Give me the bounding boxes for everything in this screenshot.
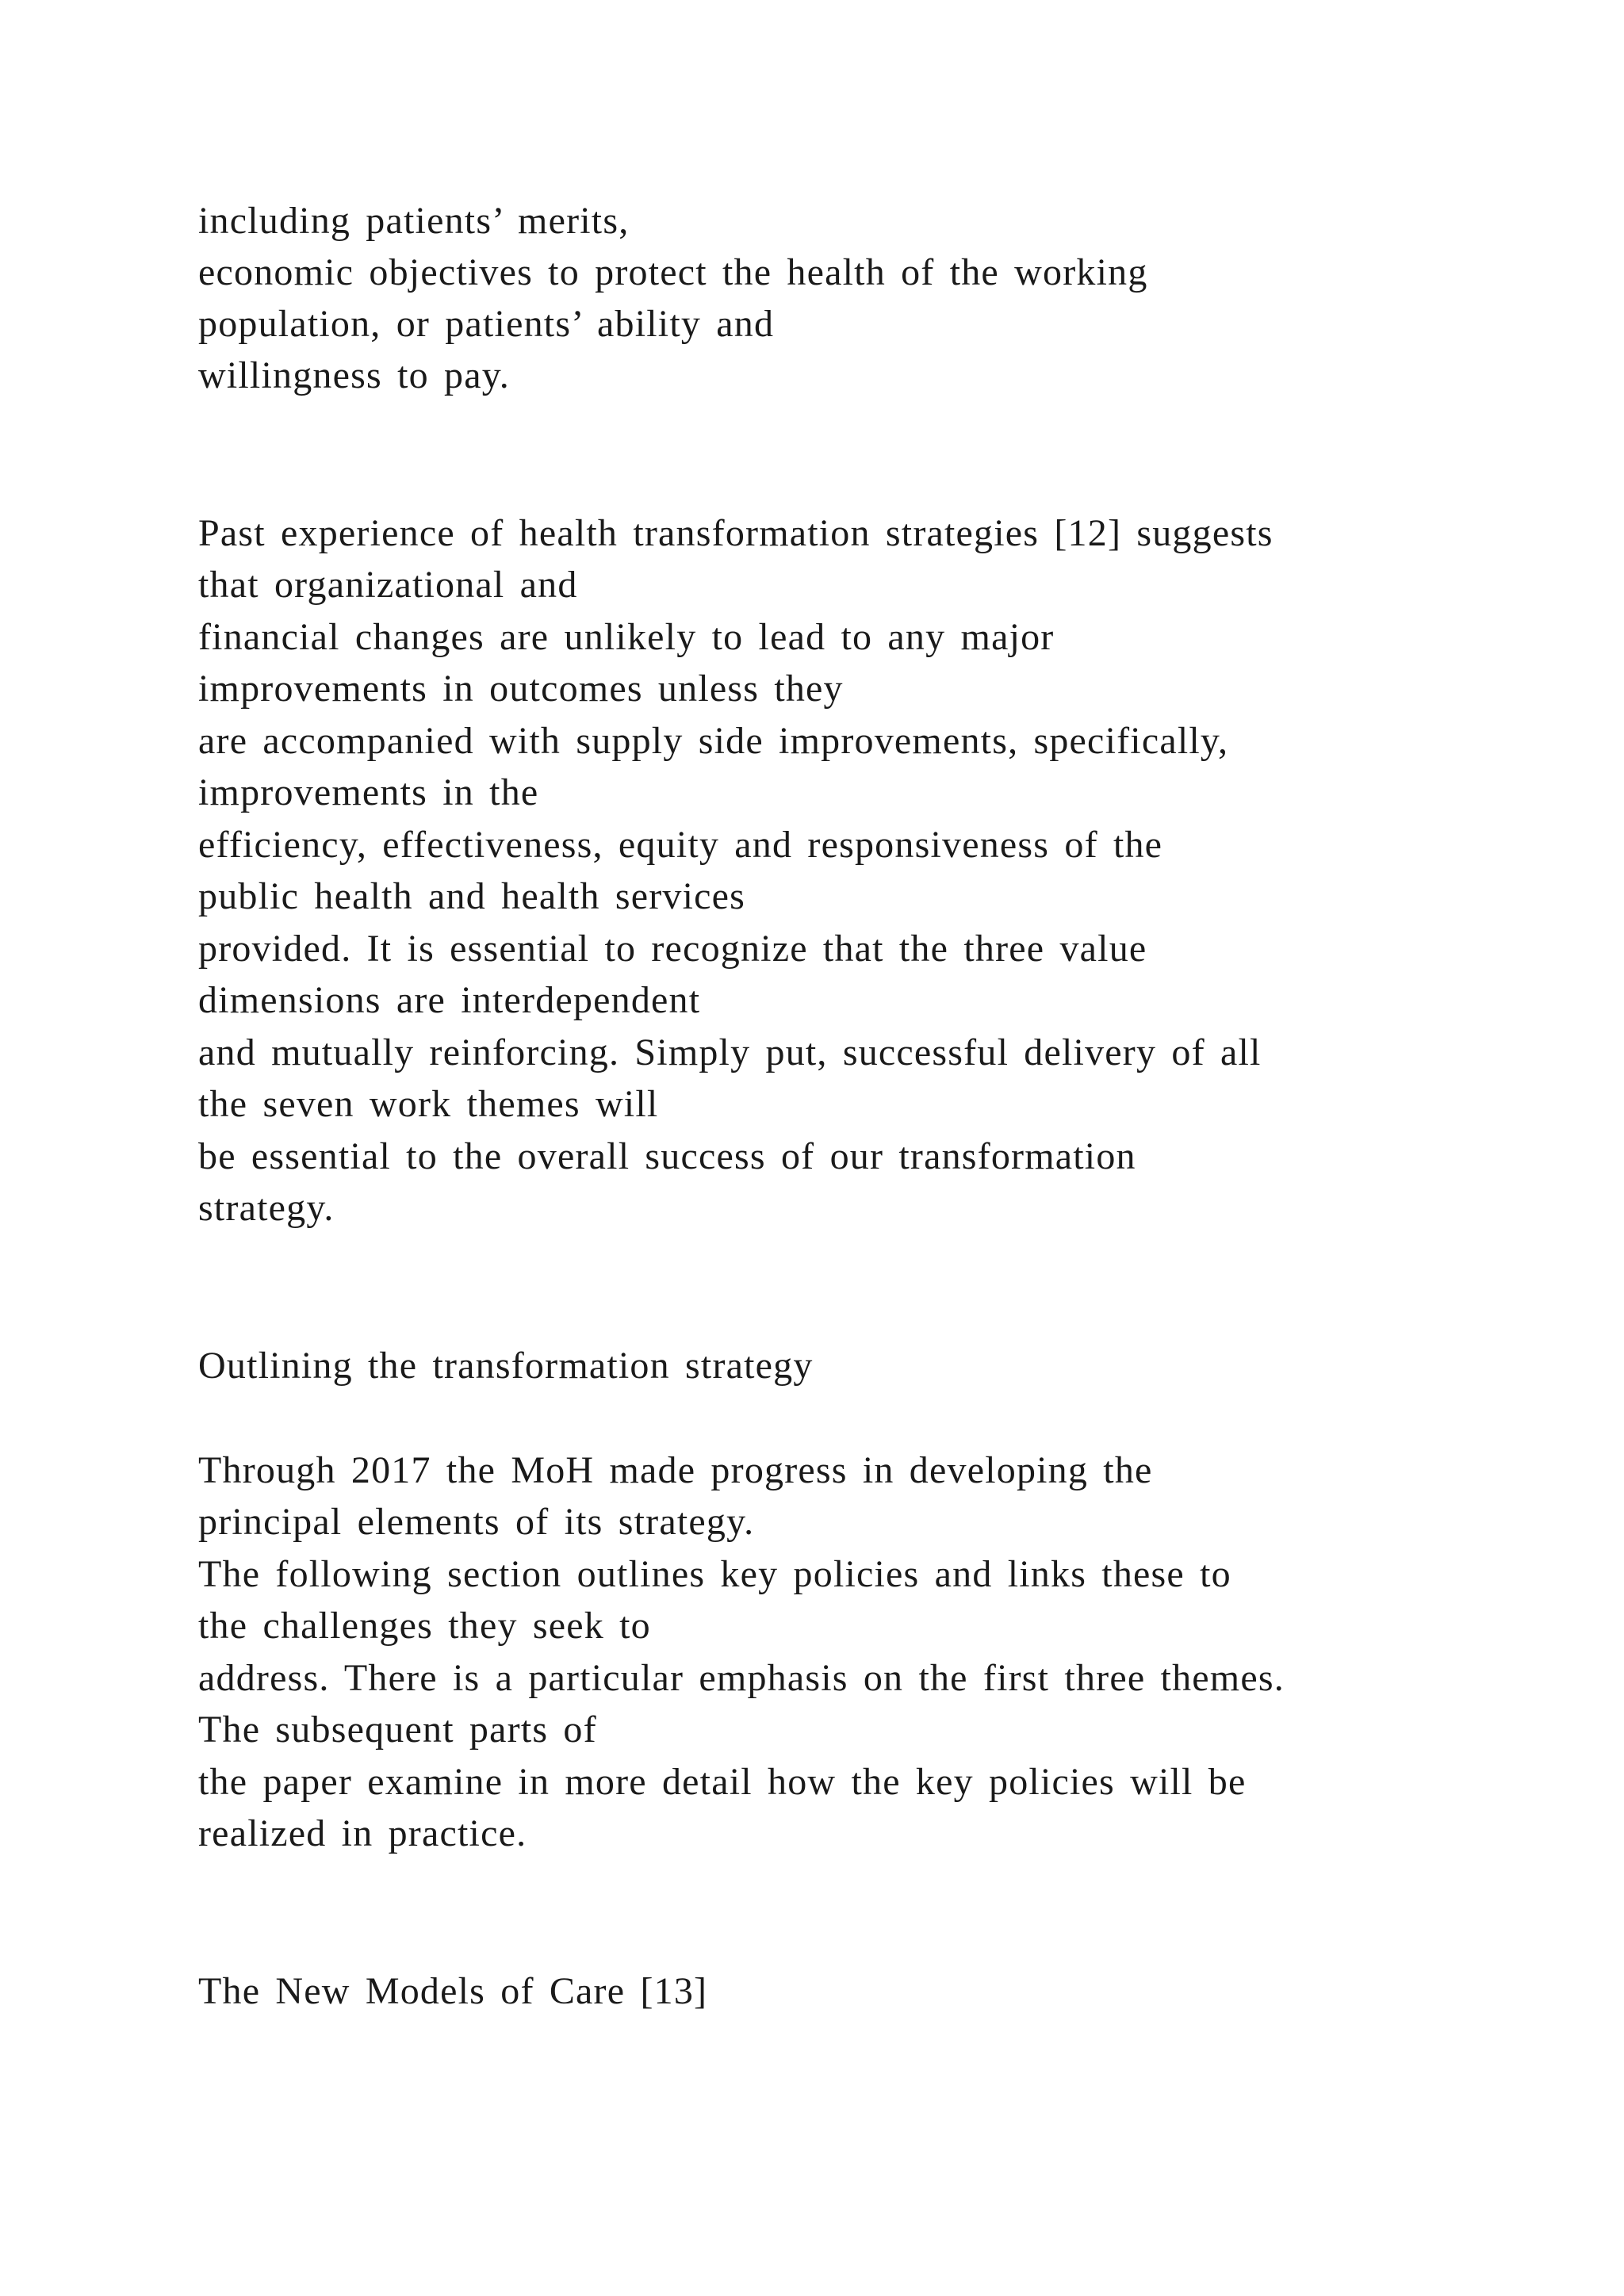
- text-line: be essential to the overall success of our transformation: [198, 1135, 1136, 1177]
- text-line: dimensions are interdependent: [198, 979, 701, 1021]
- text-line: economic objectives to protect the health of the working: [198, 251, 1148, 293]
- text-line: the seven work themes will: [198, 1083, 659, 1125]
- text-line: and mutually reinforcing. Simply put, successful delivery of all: [198, 1031, 1262, 1073]
- text-line: that organizational and: [198, 564, 578, 606]
- text-line: improvements in the: [198, 771, 539, 813]
- section-heading-new-models-of-care: The New Models of Care [13]: [198, 1970, 708, 2012]
- text-line: the paper examine in more detail how the key policies will be: [198, 1761, 1247, 1803]
- text-line: the challenges they seek to: [198, 1605, 651, 1647]
- text-line: provided. It is essential to recognize that the three value: [198, 928, 1147, 970]
- text-line: The following section outlines key policies and links these to: [198, 1553, 1231, 1595]
- text-line: Past experience of health transformation strategies [12] suggests: [198, 512, 1274, 554]
- text-line: The subsequent parts of: [198, 1709, 597, 1751]
- text-line: realized in practice.: [198, 1812, 527, 1854]
- text-line: population, or patients’ ability and: [198, 303, 775, 345]
- section-heading-transformation-strategy: Outlining the transformation strategy: [198, 1345, 814, 1387]
- text-line: principal elements of its strategy.: [198, 1501, 755, 1543]
- text-line: address. There is a particular emphasis on the first three themes.: [198, 1657, 1285, 1699]
- text-line: strategy.: [198, 1187, 335, 1229]
- text-line: Through 2017 the MoH made progress in developing the: [198, 1449, 1153, 1491]
- text-line: willingness to pay.: [198, 354, 510, 396]
- text-line: public health and health services: [198, 875, 746, 917]
- text-line: including patients’ merits,: [198, 200, 630, 242]
- text-line: efficiency, effectiveness, equity and responsiveness of the: [198, 824, 1163, 866]
- text-line: financial changes are unlikely to lead to any major: [198, 616, 1055, 658]
- text-line: improvements in outcomes unless they: [198, 668, 844, 710]
- text-line: are accompanied with supply side improvements, specifically,: [198, 720, 1229, 762]
